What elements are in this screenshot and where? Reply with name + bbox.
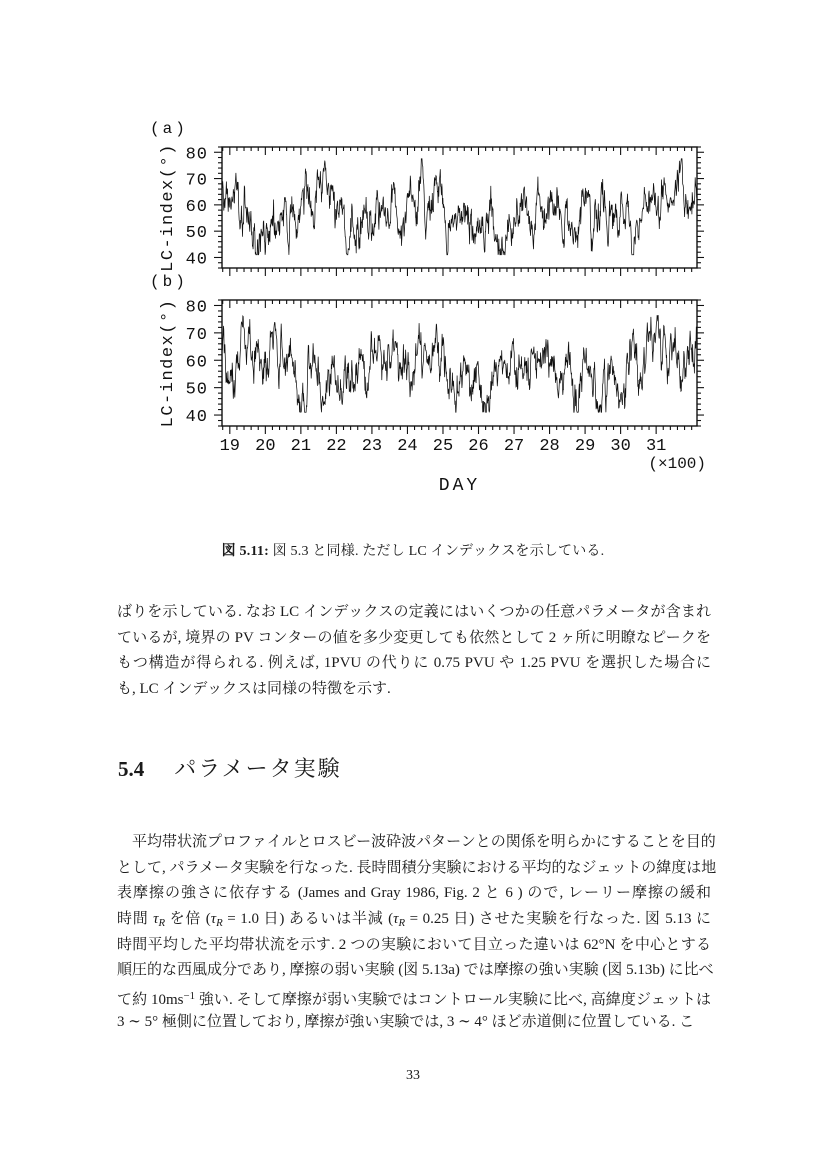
x-tick-label: 29 <box>574 437 596 456</box>
y-tick-label: 50 <box>185 224 208 244</box>
y-axis-label: LC-index(°) <box>159 298 178 428</box>
x-tick-label: 19 <box>219 437 241 456</box>
y-tick-label: 50 <box>185 380 208 400</box>
page-number: 33 <box>406 1068 420 1083</box>
y-tick-label: 70 <box>185 325 208 345</box>
y-tick-label: 60 <box>185 353 208 373</box>
lc-index-time-series-plots <box>0 0 826 510</box>
x-tick-label: 20 <box>255 437 276 456</box>
y-axis-label: LC-index(°) <box>159 143 178 272</box>
x-tick-label: 25 <box>432 437 454 456</box>
text-line: て約 $10ms^{-1}$ 強い. そして摩擦が弱い実験ではコントロール実験に比べ, 高緯度ジェットは <box>117 990 711 1008</box>
text-line: 表摩擦の強さに依存する (James and Gray 1986, Fig. 2 と 6 ) ので, レーリー摩擦の緩和 <box>117 885 711 902</box>
x-tick-label: 22 <box>326 437 347 456</box>
figure-caption-tag: 図 5.11: <box>221 544 269 559</box>
section-heading <box>118 752 342 783</box>
text-line: ばりを示している. なお LC インデックスの定義にはいくつかの任意パラメータが含まれ <box>117 604 711 620</box>
x-tick-label: 28 <box>539 437 560 456</box>
x-scale-note: (×100) <box>648 455 706 473</box>
text-line: として, パラメータ実験を行なった. 長時間積分実験における平均的なジェットの緯度は地 <box>117 859 717 876</box>
x-axis-label: DAY <box>438 476 481 496</box>
text-line: もつ構造が得られる. 例えば, 1PVU の代りに 0.75 PVU や 1.25 PVU を選択した場合に <box>117 655 711 672</box>
panel-label: (b) <box>150 273 188 291</box>
lc-index-series <box>222 315 697 412</box>
y-tick-label: 40 <box>185 250 208 270</box>
x-tick-label: 30 <box>610 437 631 456</box>
y-tick-label: 40 <box>185 408 208 428</box>
lc-index-series <box>222 159 697 255</box>
section-title: パラメータ実験 <box>174 756 342 781</box>
x-tick-label: 26 <box>468 437 489 456</box>
plot-panel-a <box>150 120 704 276</box>
figure-caption <box>0 540 826 560</box>
section-number: 5.4 <box>118 757 145 781</box>
x-tick-label: 21 <box>290 437 312 456</box>
y-tick-label: 80 <box>185 145 208 165</box>
paragraph-section-body <box>117 830 717 1036</box>
x-tick-label: 31 <box>645 437 667 456</box>
paragraph-continuation <box>117 600 711 703</box>
x-tick-label: 24 <box>397 437 418 456</box>
figure-5-11 <box>0 0 826 510</box>
y-tick-label: 80 <box>185 298 208 318</box>
x-tick-label: 23 <box>361 437 383 456</box>
plot-panel-b <box>150 273 706 496</box>
figure-caption-text: 図 5.3 と同様. ただし LC インデックスを示している. <box>268 544 605 559</box>
panel-label: (a) <box>150 120 188 138</box>
y-tick-label: 60 <box>185 197 208 217</box>
text-line: も, LC インデックスは同様の特徴を示す. <box>117 681 391 698</box>
x-tick-label: 27 <box>503 437 525 456</box>
text-line: 順圧的な西風成分であり, 摩擦の弱い実験 (図 5.13a) では摩擦の強い実験 (図 5.13b) に比べ <box>117 962 714 979</box>
text-line: 平均帯状流プロファイルとロスビー波砕波パターンとの関係を明らかにすることを目的 <box>117 834 716 850</box>
text-line: 時間平均した平均帯状流を示す. 2 つの実験において目立った違いは 62°N を中心とする <box>117 936 711 953</box>
text-line: ているが, 境界の PV コンターの値を多少変更しても依然として 2 ヶ所に明瞭なピークを <box>117 629 711 646</box>
text-line: 時間 $\tau_R$ を倍 ($\tau_R = 1.0$ 日) あるいは半減 ($\tau_R = 0.25$ 日) させた実験を行なった. 図 5.13 に <box>117 911 711 930</box>
text-line: 3 ∼ 5° 極側に位置しており, 摩擦が強い実験では, 3 ∼ 4° ほど赤道側に位置している. こ <box>117 1013 695 1030</box>
y-tick-label: 70 <box>185 171 208 191</box>
